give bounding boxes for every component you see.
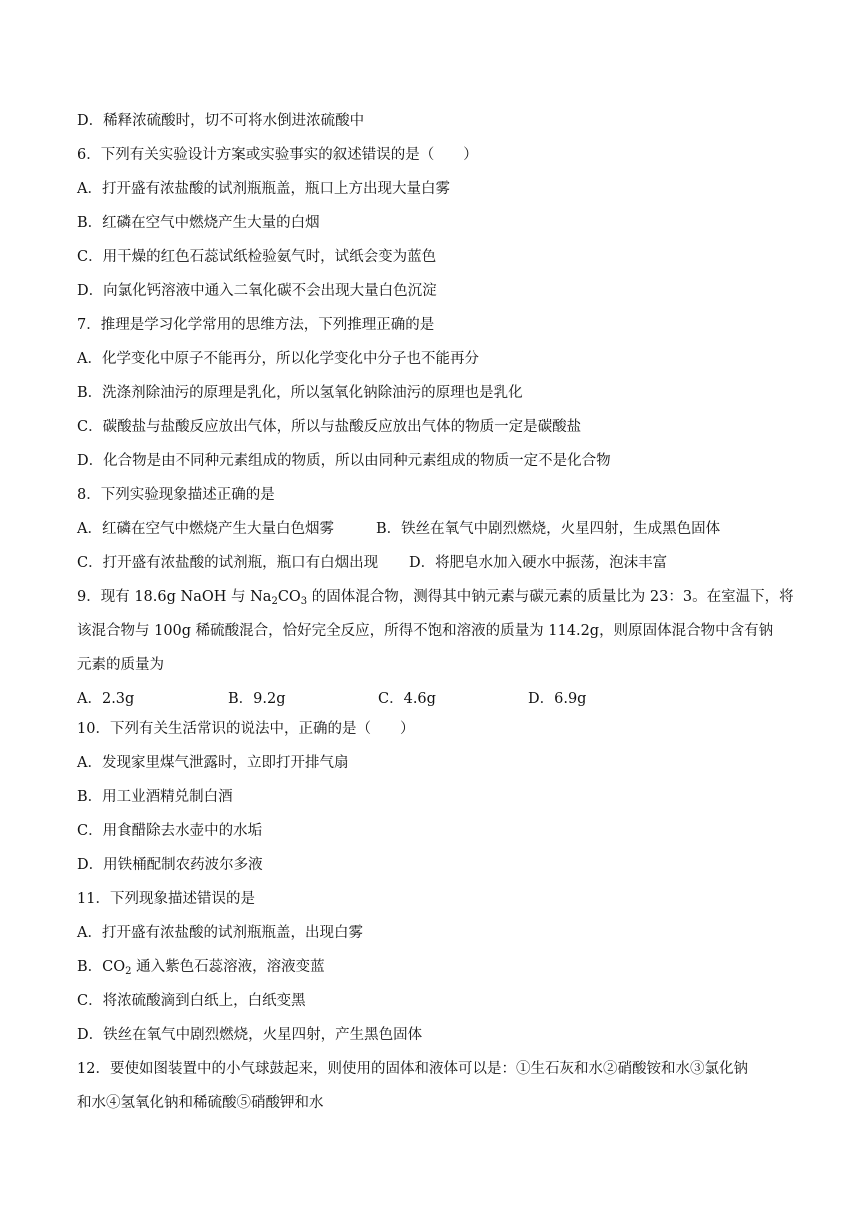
q11-option-b: B．$CO_2$ 通入紫色石蕊溶液，溶液变蓝: [77, 959, 325, 977]
q9-stem-line3: 元素的质量为: [77, 657, 164, 673]
q12-stem-line1: 12．要使如图装置中的小气球鼓起来，则使用的固体和液体可以是：①生石灰和水②硝酸铵和水③氯化钠: [77, 1061, 748, 1077]
q6-option-d: D．向氯化钙溶液中通入二氧化碳不会出现大量白色沉淀: [77, 283, 437, 299]
q10-option-b: B．用工业酒精兑制白酒: [77, 789, 233, 805]
q10-stem: 10．下列有关生活常识的说法中，正确的是（ ）: [77, 721, 415, 737]
q9-option-c: C．4.6g: [378, 691, 436, 707]
q12-stem-line2: 和水④氢氧化钠和稀硫酸⑤硝酸钾和水: [77, 1095, 324, 1111]
q11-stem: 11．下列现象描述错误的是: [77, 891, 255, 907]
q7-option-a: A．化学变化中原子不能再分，所以化学变化中分子也不能再分: [77, 351, 479, 367]
q11-option-d: D．铁丝在氧气中剧烈燃烧，火星四射，产生黑色固体: [77, 1027, 423, 1043]
q7-option-c: C．碳酸盐与盐酸反应放出气体，所以与盐酸反应放出气体的物质一定是碳酸盐: [77, 419, 582, 435]
q9-stem-line2: 该混合物与 100g 稀硫酸混合，恰好完全反应，所得不饱和溶液的质量为 114.2g，则原固体混合物中含有钠: [77, 623, 774, 639]
q6-option-c: C．用干燥的红色石蕊试纸检验氨气时，试纸会变为蓝色: [77, 249, 437, 265]
q11-option-a: A．打开盛有浓盐酸的试剂瓶瓶盖，出现白雾: [77, 925, 363, 941]
q10-option-d: D．用铁桶配制农药波尔多液: [77, 857, 263, 873]
q10-option-a: A．发现家里煤气泄露时，立即打开排气扇: [77, 755, 349, 771]
q8-option-b: B．铁丝在氧气中剧烈燃烧，火星四射，生成黑色固体: [376, 521, 721, 537]
q7-option-b: B．洗涤剂除油污的原理是乳化，所以氢氧化钠除油污的原理也是乳化: [77, 385, 523, 401]
q9-option-d: D．6.9g: [528, 691, 587, 707]
q9-option-b: B．9.2g: [228, 691, 286, 707]
q6-option-b: B．红磷在空气中燃烧产生大量的白烟: [77, 215, 320, 231]
q10-option-c: C．用食醋除去水壶中的水垢: [77, 823, 263, 839]
q9-option-a: A．2.3g: [77, 691, 135, 707]
q5-option-d: D．稀释浓硫酸时，切不可将水倒进浓硫酸中: [77, 113, 365, 129]
q8-option-a: A．红磷在空气中燃烧产生大量白色烟雾: [77, 521, 334, 537]
q7-option-d: D．化合物是由不同种元素组成的物质，所以由同种元素组成的物质一定不是化合物: [77, 453, 611, 469]
q7-stem: 7．推理是学习化学常用的思维方法，下列推理正确的是: [77, 317, 435, 333]
q8-stem: 8．下列实验现象描述正确的是: [77, 487, 275, 503]
q8-option-d: D．将肥皂水加入硬水中振荡，泡沫丰富: [409, 555, 668, 571]
q9-stem-line1: 9．现有 18.6g NaOH 与 $Na_2CO_3$ 的固体混合物，测得其中钠元素与碳元素的质量比为 23：3。在室温下，将: [77, 589, 794, 607]
q6-stem: 6．下列有关实验设计方案或实验事实的叙述错误的是（ ）: [77, 147, 478, 163]
q11-option-c: C．将浓硫酸滴到白纸上，白纸变黑: [77, 993, 306, 1009]
q8-option-c: C．打开盛有浓盐酸的试剂瓶，瓶口有白烟出现: [77, 555, 379, 571]
q6-option-a: A．打开盛有浓盐酸的试剂瓶瓶盖，瓶口上方出现大量白雾: [77, 181, 450, 197]
